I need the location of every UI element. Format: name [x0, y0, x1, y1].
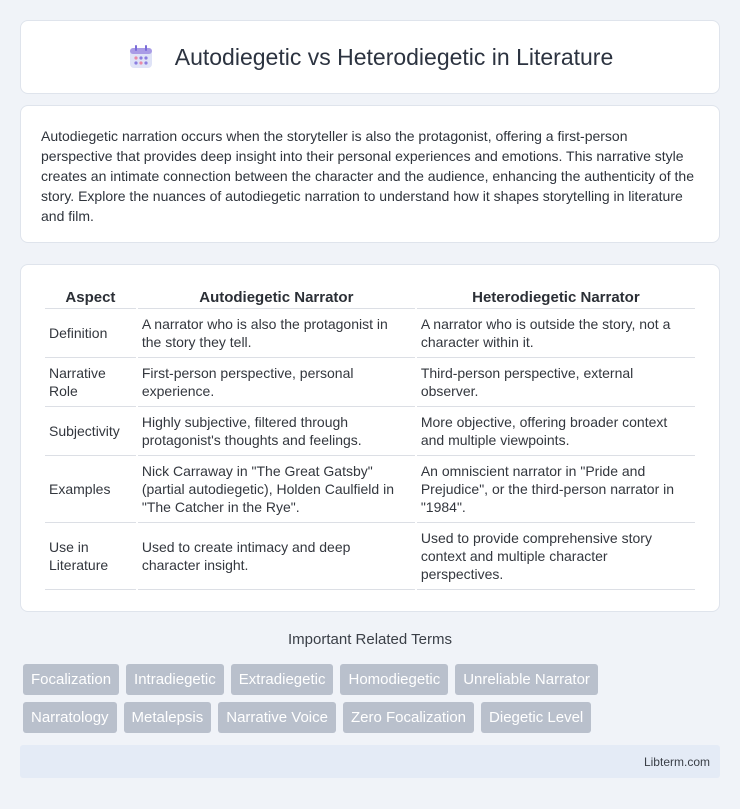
- aspect-cell: Definition: [45, 309, 136, 358]
- aspect-cell: Examples: [45, 456, 136, 523]
- table-row: [45, 407, 695, 456]
- comparison-table: [43, 285, 697, 590]
- header-aspect: Aspect: [45, 285, 136, 309]
- autodiegetic-cell: Nick Carraway in "The Great Gatsby" (partial autodiegetic), Holden Caulfield in "The Catcher in the Rye".: [138, 456, 415, 523]
- tag-intradiegetic[interactable]: Intradiegetic: [126, 664, 224, 695]
- table-row: [45, 358, 695, 407]
- comparison-card: [20, 264, 720, 612]
- tag-row: [23, 702, 723, 733]
- tag-narratology[interactable]: Narratology: [23, 702, 117, 733]
- related-terms-title: Important Related Terms: [288, 631, 452, 648]
- page-title: Autodiegetic vs Heterodiegetic in Literature: [174, 43, 614, 70]
- autodiegetic-cell: A narrator who is also the protagonist in the story they tell.: [138, 309, 415, 358]
- tag-narrative-voice[interactable]: Narrative Voice: [218, 702, 336, 733]
- table-row: [45, 523, 695, 590]
- tag-row: [23, 664, 723, 695]
- autodiegetic-cell: Used to create intimacy and deep character insight.: [138, 523, 415, 590]
- related-terms-list: [23, 664, 723, 740]
- tag-metalepsis[interactable]: Metalepsis: [124, 702, 212, 733]
- table-header-row: [45, 285, 695, 309]
- header-autodiegetic: Autodiegetic Narrator: [138, 285, 415, 309]
- heterodiegetic-cell: A narrator who is outside the story, not a character within it.: [417, 309, 695, 358]
- table-row: [45, 456, 695, 523]
- heterodiegetic-cell: An omniscient narrator in "Pride and Prejudice", or the third-person narrator in "1984".: [417, 456, 695, 523]
- heterodiegetic-cell: More objective, offering broader context and multiple viewpoints.: [417, 407, 695, 456]
- tag-extradiegetic[interactable]: Extradiegetic: [231, 664, 334, 695]
- intro-card: [20, 105, 720, 243]
- header-card: [20, 20, 720, 94]
- tag-focalization[interactable]: Focalization: [23, 664, 119, 695]
- footer-brand[interactable]: Libterm.com: [643, 754, 710, 769]
- heterodiegetic-cell: Used to provide comprehensive story context and multiple character perspectives.: [417, 523, 695, 590]
- intro-text: Autodiegetic narration occurs when the storyteller is also the protagonist, offering a first-person perspective that provides deep insight into their personal experiences and emotions. This narrative style creates an intimate connection between the character and the audience, enhancing the authenticity of the story. Explore the nuances of autodiegetic narration to understand how it shapes storytelling in literature and film.: [41, 128, 694, 224]
- calendar-icon: [127, 43, 155, 71]
- autodiegetic-cell: Highly subjective, filtered through protagonist's thoughts and feelings.: [138, 407, 415, 456]
- table-row: [45, 309, 695, 358]
- aspect-cell: Use in Literature: [45, 523, 136, 590]
- autodiegetic-cell: First-person perspective, personal experience.: [138, 358, 415, 407]
- tag-unreliable-narrator[interactable]: Unreliable Narrator: [455, 664, 598, 695]
- heterodiegetic-cell: Third-person perspective, external observer.: [417, 358, 695, 407]
- aspect-cell: Narrative Role: [45, 358, 136, 407]
- tag-zero-focalization[interactable]: Zero Focalization: [343, 702, 474, 733]
- aspect-cell: Subjectivity: [45, 407, 136, 456]
- tag-diegetic-level[interactable]: Diegetic Level: [481, 702, 591, 733]
- footer: [20, 745, 720, 778]
- header-heterodiegetic: Heterodiegetic Narrator: [417, 285, 695, 309]
- tag-homodiegetic[interactable]: Homodiegetic: [340, 664, 448, 695]
